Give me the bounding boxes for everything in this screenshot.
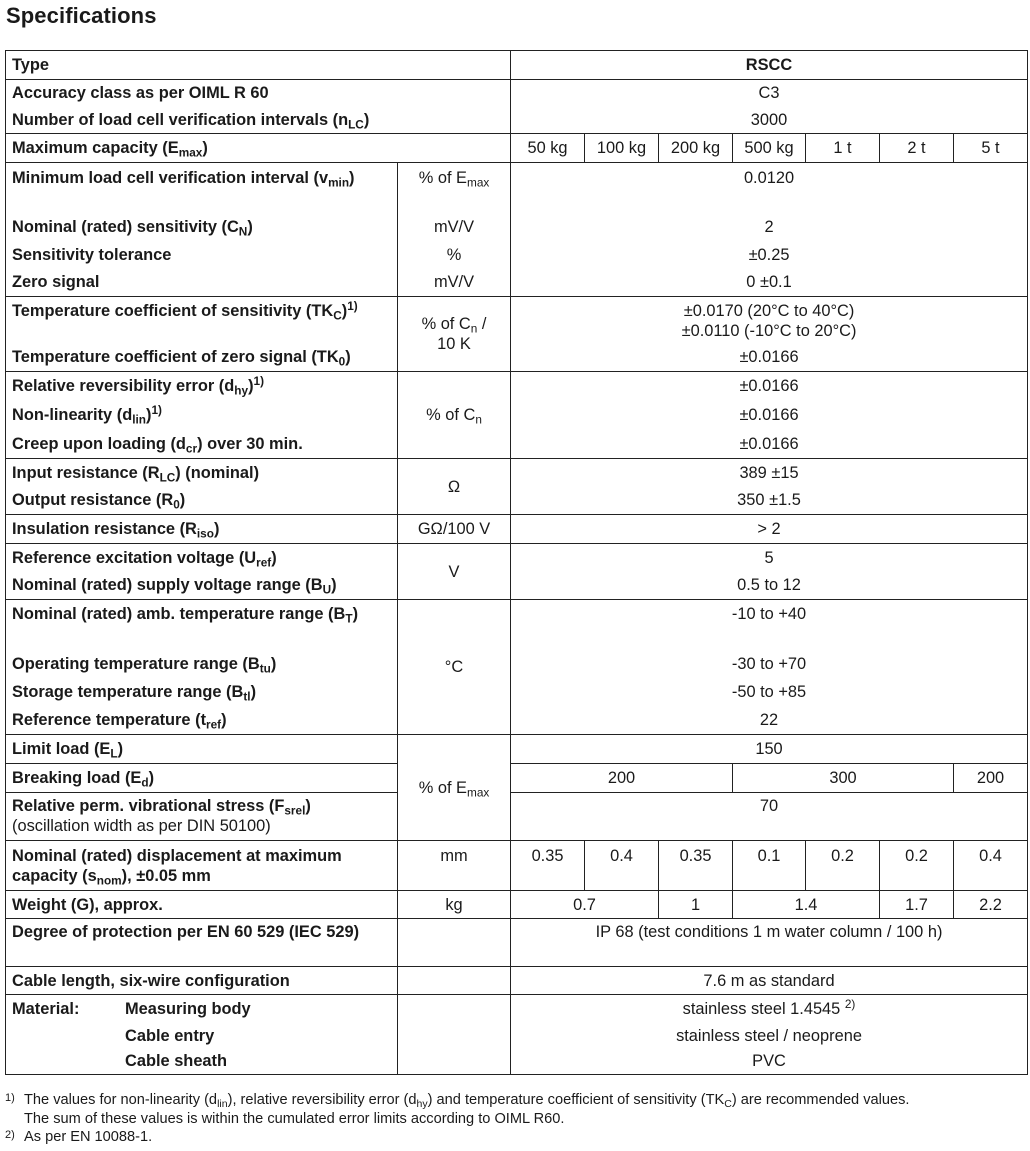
output-resistance-label: Output resistance $(R_0)$ [6,487,398,515]
min-verification-interval-label: Minimum load cell verification interval $(v_{min})$ [6,163,398,213]
material-cable-sheath-label: Cable sheath [6,1049,398,1075]
cable-length-label: Cable length, six-wire configuration [6,967,398,995]
temperature-unit: °C [398,600,511,735]
displacement-cell: 0.35 [659,841,733,891]
row-material-cable-sheath [6,1049,1028,1075]
row-amb-temperature-range [6,600,1028,650]
reference-excitation-label: Reference excitation voltage $(U_{ref})$ [6,544,398,572]
row-type [6,51,1028,80]
accuracy-class-value: C3 [511,80,1028,107]
sensitivity-tolerance-label: Sensitivity tolerance [6,241,398,269]
cable-length-unit [398,967,511,995]
zero-signal-unit: mV/V [398,269,511,297]
insulation-resistance-value: > 2 [511,515,1028,544]
insulation-resistance-label: Insulation resistance $(R_{iso})$ [6,515,398,544]
row-maximum-capacity [6,134,1028,163]
voltage-unit: V [398,544,511,600]
row-degree-of-protection [6,919,1028,967]
vibrational-stress-value: 70 [511,793,1028,841]
verification-intervals-label: Number of load cell verification intervals $(n_{LC})$ [6,107,511,134]
material-cable-sheath-value: PVC [511,1049,1028,1075]
accuracy-class-label: Accuracy class as per OIML R 60 [6,80,511,107]
row-zero-signal [6,269,1028,297]
reversibility-error-label: Relative reversibility error $(d_{hy})^{1)}$ [6,372,398,401]
row-cable-length [6,967,1028,995]
row-non-linearity [6,401,1028,430]
supply-voltage-range-value: 0.5 to 12 [511,572,1028,600]
nominal-displacement-label: Nominal (rated) displacement at maximum capacity $(s_{nom})$, ±0.05 mm [6,841,398,891]
reference-temperature-label: Reference temperature $(t_{ref})$ [6,706,398,735]
weight-unit: kg [398,891,511,919]
displacement-cell: 0.1 [733,841,806,891]
row-reference-temperature [6,706,1028,735]
displacement-cell: 0.4 [585,841,659,891]
capacity-cell: 5 t [954,134,1028,163]
temp-coefficient-zero-label: Temperature coefficient of zero signal $(TK_0)$ [6,344,398,372]
linearity-group-unit: % of $C_n$ [398,372,511,459]
row-breaking-load [6,764,1028,793]
row-limit-load [6,735,1028,764]
verification-intervals-value: 3000 [511,107,1028,134]
row-material-cable-entry [6,1023,1028,1049]
zero-signal-label: Zero signal [6,269,398,297]
row-operating-temperature [6,650,1028,678]
breaking-load-cell: 200 [511,764,733,793]
temp-coefficient-sensitivity-label: Temperature coefficient of sensitivity $(TK_C)^{1)}$ [6,297,398,344]
resistance-unit: Ω [398,459,511,515]
operating-temperature-value: -30 to +70 [511,650,1028,678]
weight-cell: 1.7 [880,891,954,919]
limit-load-value: 150 [511,735,1028,764]
row-material-body [6,995,1028,1023]
material-body-value: stainless steel 1.4545 $^{2)}$ [511,995,1028,1023]
row-vibrational-stress [6,793,1028,841]
storage-temperature-value: -50 to +85 [511,678,1028,706]
min-verification-interval-unit: % of $E_{max}$ [398,163,511,213]
maximum-capacity-label: Maximum capacity $(E_{max})$ [6,134,511,163]
displacement-unit: mm [398,841,511,891]
degree-of-protection-unit [398,919,511,967]
footnote-2-mark: 2) [5,1129,15,1141]
row-insulation-resistance [6,515,1028,544]
operating-temperature-label: Operating temperature range $(B_{tu})$ [6,650,398,678]
degree-of-protection-label: Degree of protection per EN 60 529 (IEC 529) [6,919,398,967]
reference-temperature-value: 22 [511,706,1028,735]
reversibility-error-value: ±0.0166 [511,372,1028,401]
page-title: Specifications [6,3,157,28]
capacity-cell: 500 kg [733,134,806,163]
sensitivity-tolerance-unit: % [398,241,511,269]
capacity-cell: 2 t [880,134,954,163]
capacity-cell: 200 kg [659,134,733,163]
row-weight [6,891,1028,919]
row-reference-excitation [6,544,1028,572]
non-linearity-value: ±0.0166 [511,401,1028,430]
min-verification-interval-value: 0.0120 [511,163,1028,213]
type-label: Type [6,51,511,80]
row-input-resistance [6,459,1028,487]
temp-coefficient-zero-value: ±0.0166 [511,344,1028,372]
footnote-2-text: As per EN 10088-1. [24,1129,153,1145]
displacement-cell: 0.2 [806,841,880,891]
sensitivity-tolerance-value: ±0.25 [511,241,1028,269]
footnote-1-line-2: The sum of these values is within the cumulated error limits according to OIML R60. [24,1111,565,1127]
footnote-1-mark: 1) [5,1092,15,1104]
weight-cell: 1 [659,891,733,919]
footnote-1-line-1: The values for non-linearity $(d_{lin})$, relative reversibility error $(d_{hy})$ and temperature coefficient of sensitivity $(TK_C)$ are recommended values. [24,1092,910,1110]
displacement-cell: 0.4 [954,841,1028,891]
reference-excitation-value: 5 [511,544,1028,572]
row-creep [6,430,1028,459]
creep-value: ±0.0166 [511,430,1028,459]
displacement-cell: 0.35 [511,841,585,891]
row-nominal-sensitivity [6,213,1028,241]
weight-cell: 0.7 [511,891,659,919]
weight-cell: 1.4 [733,891,880,919]
limit-load-label: Limit load $(E_L)$ [6,735,398,764]
row-verification-intervals [6,107,1028,134]
material-cable-entry-value: stainless steel / neoprene [511,1023,1028,1049]
nominal-sensitivity-label: Nominal (rated) sensitivity $(C_N)$ [6,213,398,241]
breaking-load-cell: 200 [954,764,1028,793]
row-accuracy-class [6,80,1028,107]
input-resistance-value: 389 ±15 [511,459,1028,487]
input-resistance-label: Input resistance $(R_{LC})$ (nominal) [6,459,398,487]
row-temp-coefficient-sensitivity [6,297,1028,344]
row-sensitivity-tolerance [6,241,1028,269]
load-unit: % of $E_{max}$ [398,735,511,841]
storage-temperature-label: Storage temperature range $(B_{tl})$ [6,678,398,706]
row-output-resistance [6,487,1028,515]
row-reversibility-error [6,372,1028,401]
capacity-cell: 100 kg [585,134,659,163]
degree-of-protection-value: IP 68 (test conditions 1 m water column / 100 h) [511,919,1028,967]
temp-coefficient-sensitivity-value: ±0.0170 (20°C to 40°C) ±0.0110 (-10°C to 20°C) [511,297,1028,344]
row-supply-voltage-range [6,572,1028,600]
zero-signal-value: 0 ±0.1 [511,269,1028,297]
row-min-verification-interval [6,163,1028,213]
material-body-label: Material: Measuring body [6,995,398,1023]
cable-length-value: 7.6 m as standard [511,967,1028,995]
type-value: RSCC [511,51,1028,80]
output-resistance-value: 350 ±1.5 [511,487,1028,515]
row-storage-temperature [6,678,1028,706]
insulation-resistance-unit: GΩ/100 V [398,515,511,544]
capacity-cell: 50 kg [511,134,585,163]
breaking-load-cell: 300 [733,764,954,793]
row-nominal-displacement [6,841,1028,891]
specifications-table [5,50,1028,1075]
breaking-load-label: Breaking load $(E_d)$ [6,764,398,793]
material-unit [398,995,511,1075]
weight-cell: 2.2 [954,891,1028,919]
creep-label: Creep upon loading $(d_{cr})$ over 30 min. [6,430,398,459]
weight-label: Weight (G), approx. [6,891,398,919]
nominal-sensitivity-value: 2 [511,213,1028,241]
vibrational-stress-label: Relative perm. vibrational stress $(F_{srel})$ (oscillation width as per DIN 50100) [6,793,398,841]
supply-voltage-range-label: Nominal (rated) supply voltage range $(B_U)$ [6,572,398,600]
temp-coefficient-unit: % of $C_n$ / 10 K [398,297,511,372]
material-cable-entry-label: Cable entry [6,1023,398,1049]
non-linearity-label: Non-linearity $(d_{lin})^{1)}$ [6,401,398,430]
displacement-cell: 0.2 [880,841,954,891]
capacity-cell: 1 t [806,134,880,163]
amb-temperature-range-value: -10 to +40 [511,600,1028,650]
nominal-sensitivity-unit: mV/V [398,213,511,241]
row-temp-coefficient-zero [6,344,1028,372]
amb-temperature-range-label: Nominal (rated) amb. temperature range $(B_T)$ [6,600,398,650]
